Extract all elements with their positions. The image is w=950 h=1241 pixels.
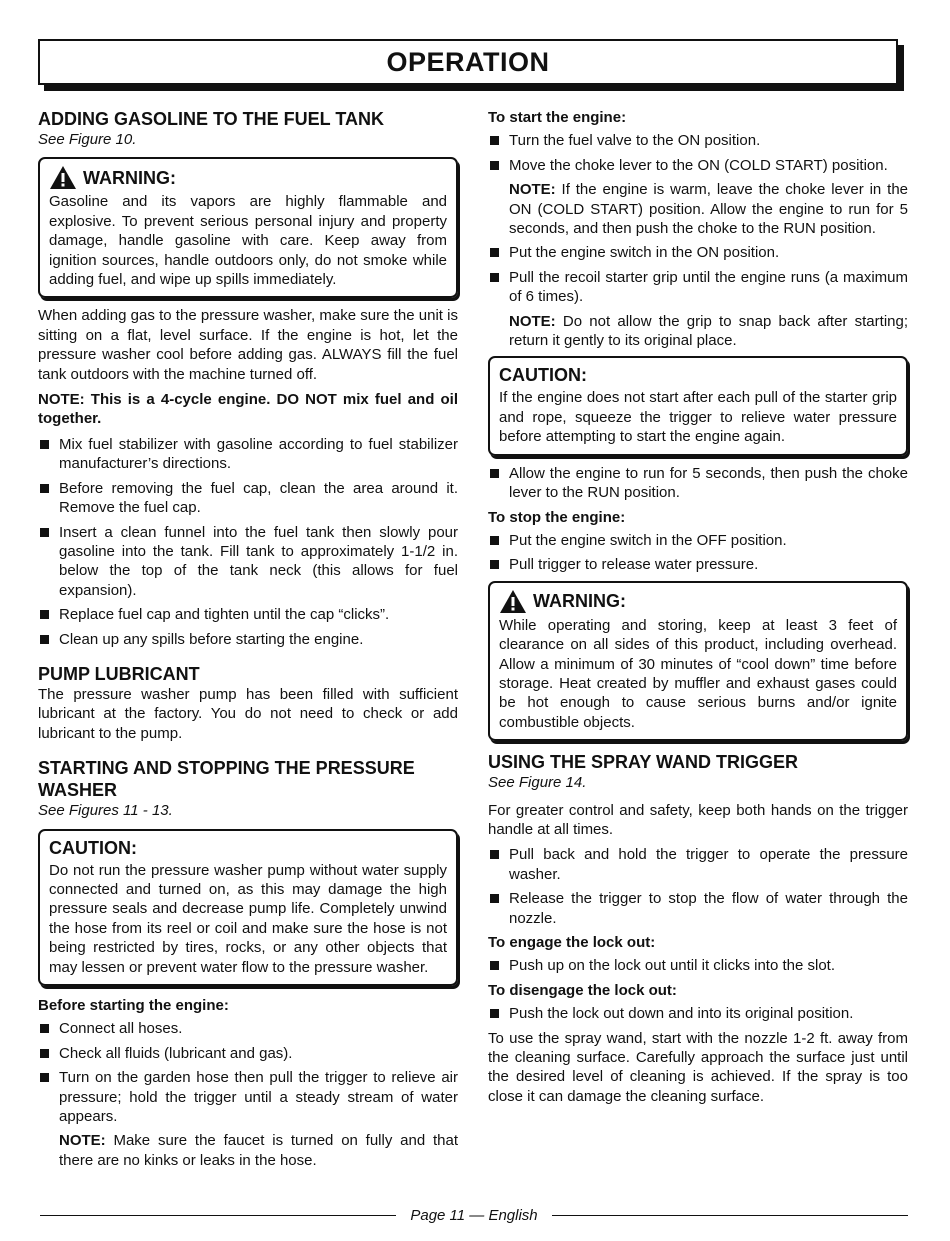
heading-pump-lubricant: PUMP LUBRICANT <box>38 663 200 684</box>
list-item: Insert a clean funnel into the fuel tank then slowly pour gasoline into the tank. Fill tank to approximately 1-1/2 in. below the top of the tank neck (this allows for fuel expansion). <box>38 523 458 601</box>
note-label: NOTE: <box>509 312 556 330</box>
note-text: If the engine is warm, leave the choke lever in the ON (COLD START) position. Allow the engine to run for 5 seconds, and then push the choke to the RUN position. <box>509 181 908 238</box>
start-engine-list-3 <box>488 464 908 503</box>
note-label: NOTE: <box>59 1132 106 1150</box>
label-stop-engine: To stop the engine: <box>488 508 626 526</box>
note-label: NOTE: <box>509 181 556 199</box>
caution-box-pump <box>38 829 458 986</box>
list-item: Put the engine switch in the ON position. <box>488 243 908 262</box>
list-item: Clean up any spills before starting the engine. <box>38 630 458 649</box>
list-item: Allow the engine to run for 5 seconds, then push the choke lever to the RUN position. <box>488 464 908 503</box>
warning-box-clearance <box>488 581 908 741</box>
list-item: Pull trigger to release water pressure. <box>488 555 908 574</box>
start-engine-list-2 <box>488 243 908 306</box>
note-engine-warm <box>488 180 908 238</box>
list-item: Pull the recoil starter grip until the engine runs (a maximum of 6 times). <box>488 268 908 307</box>
page-title: OPERATION <box>386 46 550 77</box>
heading-starting-stopping: STARTING AND STOPPING THE PRESSURE WASHER <box>38 758 415 801</box>
list-item: Replace fuel cap and tighten until the cap “clicks”. <box>38 605 458 624</box>
warning-triangle-icon <box>499 589 527 614</box>
caution-box-starter <box>488 356 908 455</box>
list-item: Connect all hoses. <box>38 1019 458 1038</box>
start-engine-list <box>488 131 908 175</box>
page-number: Page 11 — English <box>410 1206 538 1224</box>
note-4-cycle: NOTE: This is a 4-cycle engine. DO NOT mix fuel and oil together. <box>38 391 458 428</box>
figure-ref: See Figure 10. <box>38 131 137 148</box>
warning-text: Gasoline and its vapors are highly flammable and explosive. To prevent serious personal injury and property damage, handle gasoline with care. Keep away from ignition sources, handle outdoors only, do not smoke while adding fuel, and wipe up spills immediately. <box>49 193 447 289</box>
disengage-list <box>488 1004 908 1023</box>
figure-ref: See Figures 11 - 13. <box>38 802 173 820</box>
list-item: Mix fuel stabilizer with gasoline according to fuel stabilizer manufacturer’s directions. <box>38 435 458 474</box>
heading-adding-gasoline: ADDING GASOLINE TO THE FUEL TANK <box>38 109 385 129</box>
paragraph: For greater control and safety, keep both hands on the trigger handle at all times. <box>488 801 908 838</box>
list-item: Move the choke lever to the ON (COLD START) position. <box>488 156 908 175</box>
right-column <box>488 108 908 1112</box>
engage-list <box>488 956 908 975</box>
list-item: Turn on the garden hose then pull the trigger to relieve air pressure; hold the trigger until a steady stream of water appears. <box>38 1068 458 1126</box>
label-before-starting: Before starting the engine: <box>38 997 229 1014</box>
caution-text: If the engine does not start after each pull of the starter grip and rope, squeeze the trigger to relieve water pressure before attempting to start the engine again. <box>499 389 897 446</box>
figure-ref: See Figure 14. <box>488 774 587 792</box>
fuel-steps-list <box>38 435 458 649</box>
list-item: Check all fluids (lubricant and gas). <box>38 1044 458 1063</box>
caution-title: CAUTION: <box>49 837 137 858</box>
trigger-list <box>488 845 908 928</box>
caution-text: Do not run the pressure washer pump without water supply connected and turned on, as this may damage the high pressure seals and decrease pump life. Completely unwind the hose from its reel or coil and make sure the hose is not being restricted by tires, rocks, or any other objects that may lessen or prevent water flow to the pressure washer. <box>49 861 447 976</box>
section-banner <box>38 39 898 85</box>
warning-triangle-icon <box>49 165 77 190</box>
heading-spray-wand: USING THE SPRAY WAND TRIGGER <box>488 752 799 773</box>
warning-box-gasoline <box>38 157 458 298</box>
stop-engine-list <box>488 531 908 575</box>
list-item: Turn the fuel valve to the ON position. <box>488 131 908 150</box>
note-grip <box>488 312 908 351</box>
list-item: Pull back and hold the trigger to operate the pressure washer. <box>488 845 908 884</box>
label-engage-lockout: To engage the lock out: <box>488 934 656 951</box>
note-text: Do not allow the grip to snap back after starting; return it gently to its original place. <box>509 312 908 350</box>
left-column <box>38 108 458 1175</box>
footer-rule-left <box>40 1215 396 1216</box>
list-item: Release the trigger to stop the flow of water through the nozzle. <box>488 889 908 928</box>
footer-rule-right <box>552 1215 908 1216</box>
list-item: Put the engine switch in the OFF position. <box>488 531 908 550</box>
warning-text: While operating and storing, keep at least 3 feet of clearance on all sides of this product, including overhead. Allow a minimum of 30 minutes of “cool down” time before storage. Heat created by muffler and exhaust gases could be hot enough to cause serious burns and/or ignite combustible objects. <box>499 616 897 731</box>
note-faucet <box>38 1131 458 1170</box>
note-text: Make sure the faucet is turned on fully and that there are no kinks or leaks in the hose. <box>59 1132 458 1169</box>
list-item: Before removing the fuel cap, clean the area around it. Remove the fuel cap. <box>38 479 458 518</box>
paragraph: When adding gas to the pressure washer, make sure the unit is sitting on a flat, level surface. If the engine is hot, let the pressure washer cool before adding gas. ALWAYS fill the fuel tank outdoors with the machine turned off. <box>38 307 458 383</box>
page-footer <box>40 1205 908 1225</box>
caution-title: CAUTION: <box>499 365 587 386</box>
label-disengage-lockout: To disengage the lock out: <box>488 981 677 999</box>
warning-title: WARNING: <box>83 167 176 188</box>
list-item: Push up on the lock out until it clicks into the slot. <box>488 956 908 975</box>
before-starting-list <box>38 1019 458 1126</box>
paragraph: To use the spray wand, start with the nozzle 1-2 ft. away from the cleaning surface. Carefully approach the surface just until the desired level of cleaning is achieved. If the spray is too close it can damage the cleaning surface. <box>488 1029 908 1105</box>
list-item: Push the lock out down and into its original position. <box>488 1004 908 1023</box>
paragraph: The pressure washer pump has been filled with sufficient lubricant at the factory. You do not need to check or add lubricant to the pump. <box>38 685 458 742</box>
label-start-engine: To start the engine: <box>488 109 627 126</box>
warning-title: WARNING: <box>533 591 626 612</box>
